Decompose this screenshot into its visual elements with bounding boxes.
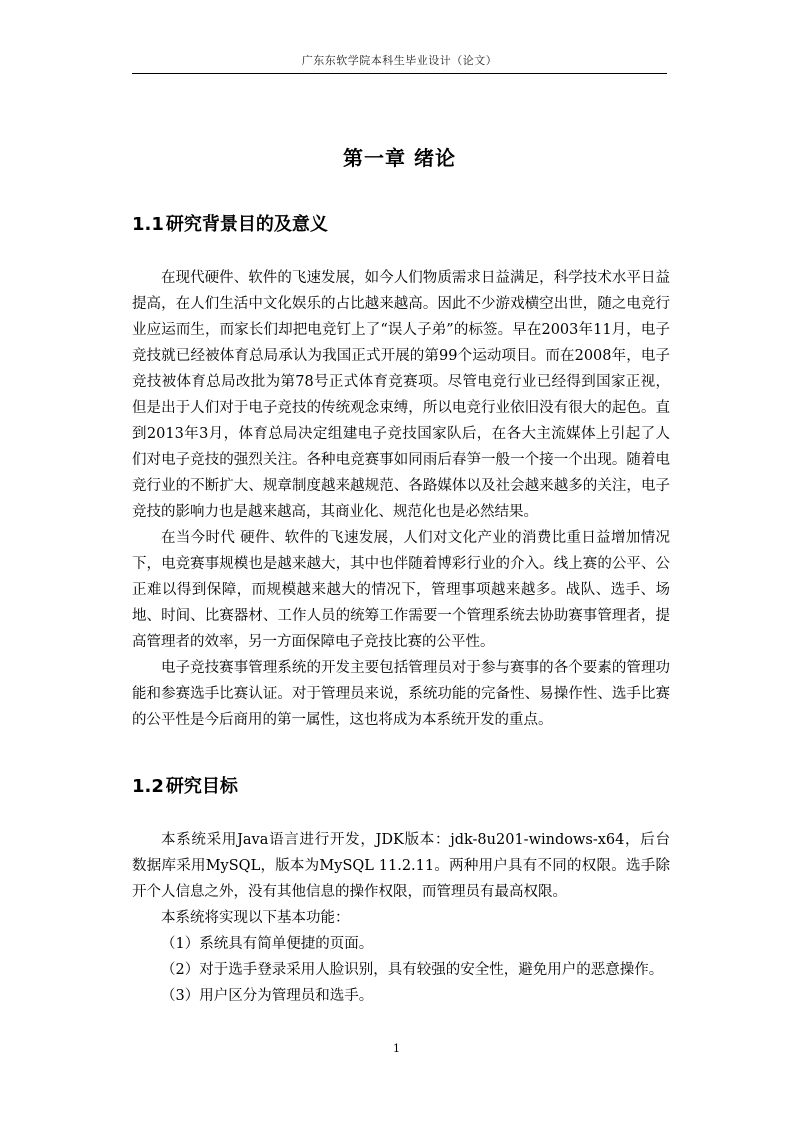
section-heading-1-1 bbox=[132, 210, 328, 236]
page-number: 1 bbox=[393, 1042, 400, 1055]
section-number: 1.1 bbox=[132, 214, 164, 235]
section-body-1-2 bbox=[132, 827, 670, 1009]
paragraph: 电子竞技赛事管理系统的开发主要包括管理员对于参与赛事的各个要素的管理功能和参赛选手比赛认证。对于管理员来说，系统功能的完备性、易操作性、选手比赛的公平性是今后商用的第一属性，这也将成为本系统开发的重点。 bbox=[132, 660, 670, 728]
section-title: 研究目标 bbox=[165, 776, 238, 797]
paragraph: 本系统将实现以下基本功能： bbox=[161, 910, 350, 926]
list-item: （2）对于选手登录采用人脸识别，具有较强的安全性，避免用户的恶意操作。 bbox=[161, 962, 664, 978]
list-item: （3）用户区分为管理员和选手。 bbox=[161, 988, 374, 1004]
section-heading-1-2 bbox=[132, 772, 238, 798]
paragraph: 在当今时代 硬件、软件的飞速发展，人们对文化产业的消费比重日益增加情况下，电竞赛事规模也是越来越大，其中也伴随着博彩行业的介入。线上赛的公平、公正难以得到保障，而规模越来越大的情况下，管理事项越来越多。战队、选手、场地、时间、比赛器材、工作人员的统筹工作需要一个管理系统去协助赛事管理者，提高管理者的效率，另一方面保障电子竞技比赛的公平性。 bbox=[132, 530, 670, 650]
section-body-1-1 bbox=[132, 265, 670, 733]
section-title: 研究背景目的及意义 bbox=[165, 214, 328, 235]
chapter-title: 第一章 绪论 bbox=[343, 146, 456, 170]
list-item: （1）系统具有简单便捷的页面。 bbox=[161, 936, 374, 952]
running-header: 广东东软学院本科生毕业设计（论文） bbox=[301, 54, 498, 67]
paragraph: 本系统采用Java语言进行开发，JDK版本：jdk-8u201-windows-x64，后台数据库采用MySQL，版本为MySQL 11.2.11。两种用户具有不同的权限。选手除开个人信息之外，没有其他信息的操作权限，而管理员有最高权限。 bbox=[132, 832, 670, 900]
paragraph: 在现代硬件、软件的飞速发展，如今人们物质需求日益满足，科学技术水平日益提高，在人们生活中文化娱乐的占比越来越高。因此不少游戏横空出世，随之电竞行业应运而生，而家长们却把电竞钉上了“误人子弟”的标签。早在2003年11月，电子竞技就已经被体育总局承认为我国正式开展的第99个运动项目。而在2008年，电子竞技被体育总局改批为第78号正式体育竞赛项。尽管电竞行业已经得到国家正视，但是出于人们对于电子竞技的传统观念束缚，所以电竞行业依旧没有很大的起色。直到2013年3月，体育总局决定组建电子竞技国家队后，在各大主流媒体上引起了人们对电子竞技的强烈关注。各种电竞赛事如同雨后春笋一般一个接一个出现。随着电竞行业的不断扩大、规章制度越来越规范、各路媒体以及社会越来越多的关注，电子竞技的影响力也是越来越高，其商业化、规范化也是必然结果。 bbox=[132, 270, 670, 520]
section-number: 1.2 bbox=[132, 776, 164, 797]
header-rule bbox=[132, 73, 667, 74]
